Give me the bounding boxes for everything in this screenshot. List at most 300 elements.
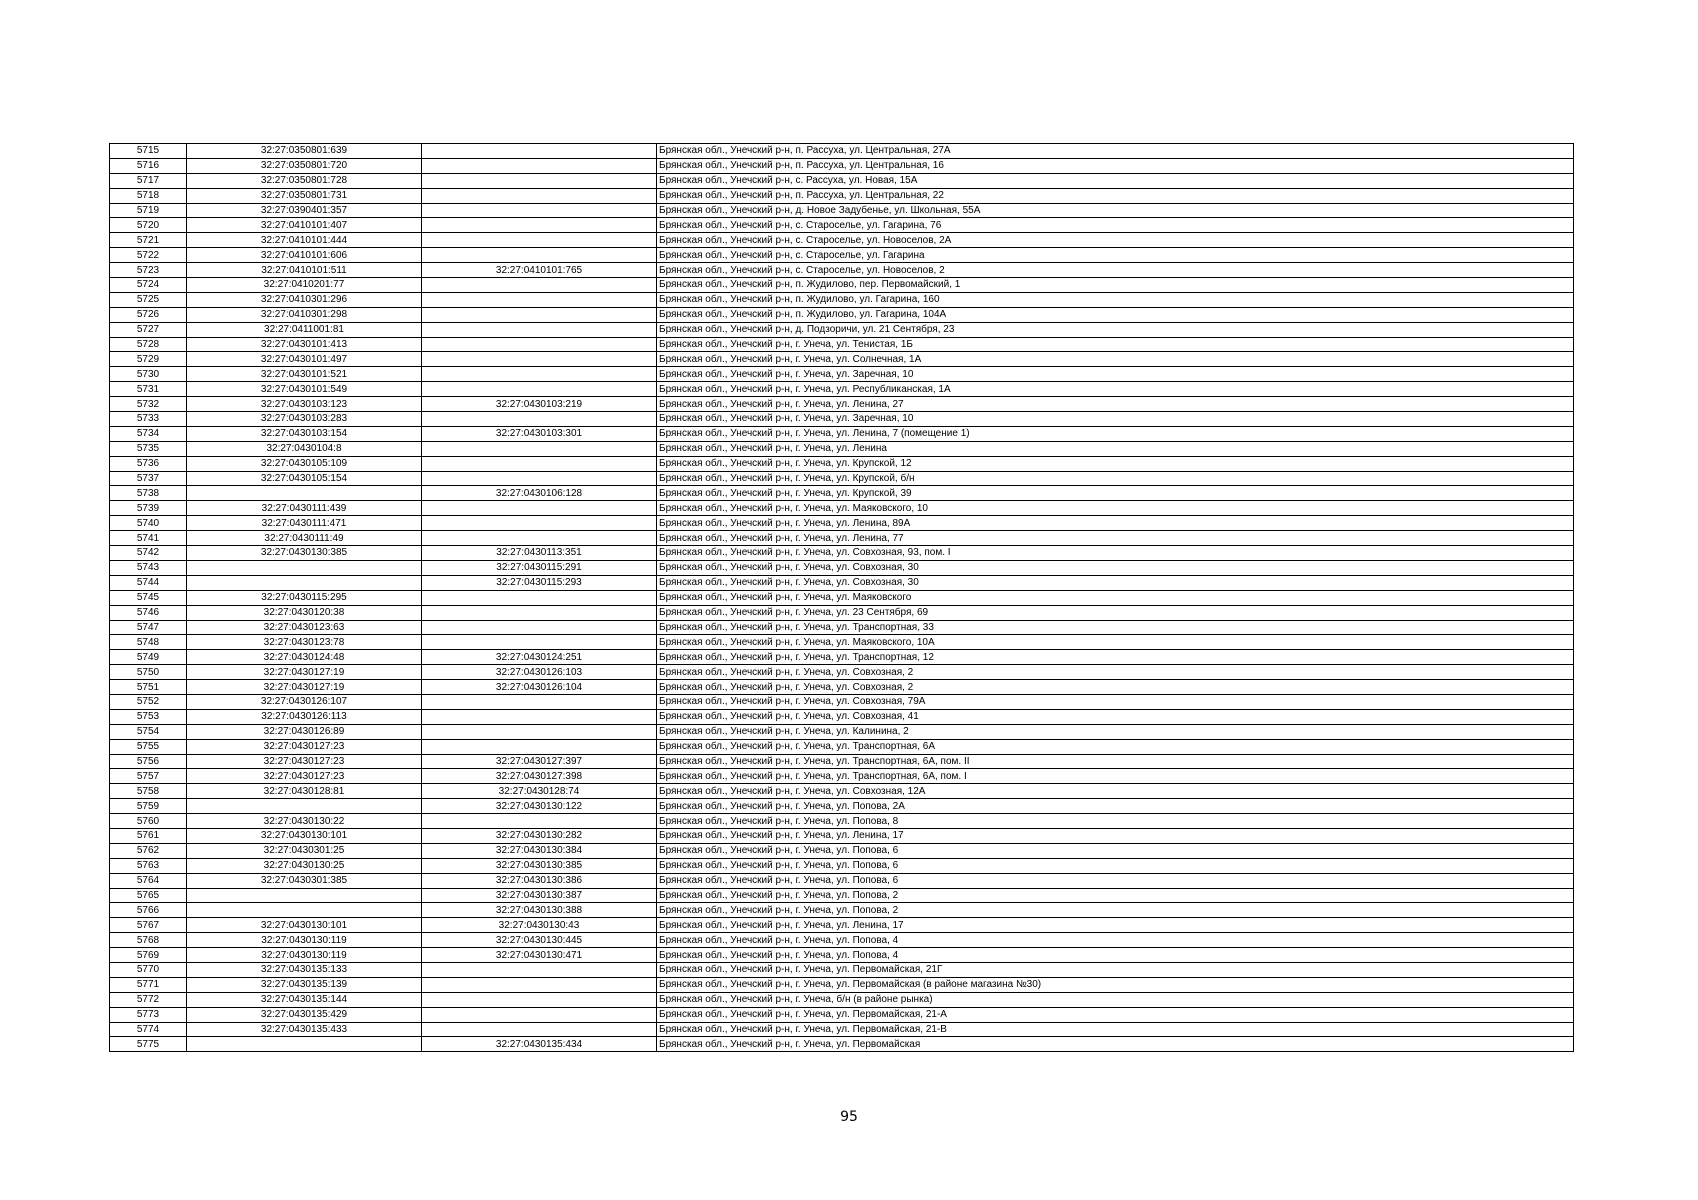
object-cadastral-number-cell: 32:27:0430130:384 [422,843,657,858]
row-number-cell: 5745 [110,590,187,605]
cadastral-number-cell: 32:27:0430135:139 [187,977,422,992]
object-cadastral-number-cell [422,352,657,367]
object-cadastral-number-cell [422,278,657,293]
object-cadastral-number-cell: 32:27:0430115:293 [422,575,657,590]
object-cadastral-number-cell: 32:27:0430130:385 [422,858,657,873]
table-row [110,665,1574,680]
object-cadastral-number-cell [422,382,657,397]
cadastral-number-cell: 32:27:0430111:471 [187,516,422,531]
cadastral-number-cell: 32:27:0430126:89 [187,724,422,739]
row-number-cell: 5741 [110,531,187,546]
table-row [110,843,1574,858]
address-cell: Брянская обл., Унечский р-н, п. Рассуха, ул. Центральная, 27А [657,144,1574,159]
object-cadastral-number-cell [422,144,657,159]
object-cadastral-number-cell: 32:27:0430124:251 [422,650,657,665]
row-number-cell: 5753 [110,709,187,724]
row-number-cell: 5733 [110,412,187,427]
address-cell: Брянская обл., Унечский р-н, г. Унеча, ул. Совхозная, 30 [657,575,1574,590]
table-row [110,560,1574,575]
table-row [110,814,1574,829]
address-cell: Брянская обл., Унечский р-н, г. Унеча, ул. Первомайская [657,1037,1574,1052]
address-cell: Брянская обл., Унечский р-н, п. Рассуха, ул. Центральная, 22 [657,188,1574,203]
object-cadastral-number-cell: 32:27:0430106:128 [422,486,657,501]
row-number-cell: 5766 [110,903,187,918]
cadastral-number-cell: 32:27:0430130:119 [187,948,422,963]
cadastral-number-cell: 32:27:0430301:385 [187,873,422,888]
table-row [110,739,1574,754]
row-number-cell: 5759 [110,799,187,814]
object-cadastral-number-cell [422,471,657,486]
object-cadastral-number-cell [422,694,657,709]
address-cell: Брянская обл., Унечский р-н, с. Рассуха, ул. Новая, 15А [657,173,1574,188]
cadastral-number-cell: 32:27:0430101:413 [187,337,422,352]
table-row [110,724,1574,739]
cadastral-number-cell: 32:27:0430130:101 [187,828,422,843]
object-cadastral-number-cell: 32:27:0430113:351 [422,546,657,561]
address-cell: Брянская обл., Унечский р-н, г. Унеча, ул. Попова, 4 [657,933,1574,948]
address-cell: Брянская обл., Унечский р-н, г. Унеча, ул. Калинина, 2 [657,724,1574,739]
object-cadastral-number-cell [422,188,657,203]
row-number-cell: 5767 [110,918,187,933]
table-row [110,144,1574,159]
object-cadastral-number-cell [422,620,657,635]
table-row [110,278,1574,293]
object-cadastral-number-cell: 32:27:0430126:103 [422,665,657,680]
address-cell: Брянская обл., Унечский р-н, г. Унеча, ул. Ленина, 17 [657,918,1574,933]
cadastral-number-cell: 32:27:0410201:77 [187,278,422,293]
object-cadastral-number-cell [422,203,657,218]
row-number-cell: 5744 [110,575,187,590]
address-cell: Брянская обл., Унечский р-н, г. Унеча, ул. Попова, 2 [657,903,1574,918]
object-cadastral-number-cell [422,307,657,322]
cadastral-number-cell: 32:27:0390401:357 [187,203,422,218]
object-cadastral-number-cell: 32:27:0430130:282 [422,828,657,843]
cadastral-number-cell: 32:27:0430135:429 [187,1007,422,1022]
row-number-cell: 5728 [110,337,187,352]
object-cadastral-number-cell [422,248,657,263]
object-cadastral-number-cell: 32:27:0430103:219 [422,397,657,412]
row-number-cell: 5750 [110,665,187,680]
row-number-cell: 5725 [110,292,187,307]
table-row [110,203,1574,218]
address-cell: Брянская обл., Унечский р-н, с. Староселье, ул. Новоселов, 2А [657,233,1574,248]
address-cell: Брянская обл., Унечский р-н, г. Унеча, ул. Совхозная, 41 [657,709,1574,724]
row-number-cell: 5723 [110,263,187,278]
row-number-cell: 5732 [110,397,187,412]
table-row [110,769,1574,784]
object-cadastral-number-cell: 32:27:0430128:74 [422,784,657,799]
row-number-cell: 5726 [110,307,187,322]
row-number-cell: 5747 [110,620,187,635]
address-cell: Брянская обл., Унечский р-н, г. Унеча, ул. Совхозная, 93, пом. I [657,546,1574,561]
table-row [110,397,1574,412]
table-row [110,694,1574,709]
address-cell: Брянская обл., Унечский р-н, п. Жудилово, пер. Первомайский, 1 [657,278,1574,293]
cadastral-number-cell: 32:27:0430111:49 [187,531,422,546]
cadastral-number-cell: 32:27:0410101:444 [187,233,422,248]
cadastral-number-cell: 32:27:0430103:123 [187,397,422,412]
row-number-cell: 5729 [110,352,187,367]
table-row [110,352,1574,367]
address-cell: Брянская обл., Унечский р-н, п. Жудилово, ул. Гагарина, 160 [657,292,1574,307]
object-cadastral-number-cell [422,322,657,337]
address-cell: Брянская обл., Унечский р-н, г. Унеча, ул. Транспортная, 6А, пом. I [657,769,1574,784]
table-row [110,903,1574,918]
row-number-cell: 5739 [110,501,187,516]
row-number-cell: 5749 [110,650,187,665]
cadastral-number-cell: 32:27:0430127:19 [187,680,422,695]
table-row [110,799,1574,814]
table-row [110,962,1574,977]
object-cadastral-number-cell: 32:27:0410101:765 [422,263,657,278]
object-cadastral-number-cell: 32:27:0430130:43 [422,918,657,933]
row-number-cell: 5734 [110,426,187,441]
table-row [110,188,1574,203]
table-row [110,173,1574,188]
table-row [110,382,1574,397]
table-row [110,680,1574,695]
cadastral-number-cell: 32:27:0411001:81 [187,322,422,337]
row-number-cell: 5762 [110,843,187,858]
object-cadastral-number-cell [422,531,657,546]
address-cell: Брянская обл., Унечский р-н, г. Унеча, ул. Первомайская (в районе магазина №30) [657,977,1574,992]
cadastral-number-cell: 32:27:0350801:720 [187,158,422,173]
row-number-cell: 5756 [110,754,187,769]
table-row [110,456,1574,471]
cadastral-number-cell: 32:27:0430105:109 [187,456,422,471]
address-cell: Брянская обл., Унечский р-н, г. Унеча, ул. Крупской, 12 [657,456,1574,471]
row-number-cell: 5717 [110,173,187,188]
table-row [110,531,1574,546]
table-row [110,992,1574,1007]
object-cadastral-number-cell [422,501,657,516]
page-number: 95 [840,1109,858,1125]
address-cell: Брянская обл., Унечский р-н, г. Унеча, ул. Тенистая, 1Б [657,337,1574,352]
object-cadastral-number-cell: 32:27:0430130:445 [422,933,657,948]
cadastral-number-cell: 32:27:0430123:63 [187,620,422,635]
cadastral-number-cell: 32:27:0430111:439 [187,501,422,516]
address-cell: Брянская обл., Унечский р-н, г. Унеча, ул. Ленина, 17 [657,828,1574,843]
table-row [110,620,1574,635]
cadastral-number-cell: 32:27:0430126:107 [187,694,422,709]
table-row [110,322,1574,337]
cadastral-number-cell: 32:27:0350801:728 [187,173,422,188]
row-number-cell: 5760 [110,814,187,829]
address-cell: Брянская обл., Унечский р-н, г. Унеча, ул. Первомайская, 21Г [657,962,1574,977]
address-cell: Брянская обл., Унечский р-н, г. Унеча, ул. Заречная, 10 [657,412,1574,427]
cadastral-number-cell: 32:27:0430130:22 [187,814,422,829]
address-cell: Брянская обл., Унечский р-н, д. Новое Задубенье, ул. Школьная, 55А [657,203,1574,218]
row-number-cell: 5748 [110,635,187,650]
row-number-cell: 5730 [110,367,187,382]
row-number-cell: 5771 [110,977,187,992]
cadastral-number-cell: 32:27:0430101:521 [187,367,422,382]
address-cell: Брянская обл., Унечский р-н, г. Унеча, ул. Крупской, 39 [657,486,1574,501]
object-cadastral-number-cell [422,233,657,248]
address-cell: Брянская обл., Унечский р-н, г. Унеча, ул. Ленина [657,441,1574,456]
address-cell: Брянская обл., Унечский р-н, г. Унеча, ул. Транспортная, 6А, пом. II [657,754,1574,769]
table-row [110,635,1574,650]
row-number-cell: 5740 [110,516,187,531]
cadastral-number-cell: 32:27:0430115:295 [187,590,422,605]
table-row [110,933,1574,948]
address-cell: Брянская обл., Унечский р-н, г. Унеча, ул. Совхозная, 2 [657,680,1574,695]
address-cell: Брянская обл., Унечский р-н, г. Унеча, ул. Ленина, 89А [657,516,1574,531]
object-cadastral-number-cell [422,441,657,456]
table-row [110,158,1574,173]
table-row [110,1007,1574,1022]
cadastral-number-cell: 32:27:0430126:113 [187,709,422,724]
address-cell: Брянская обл., Унечский р-н, г. Унеча, ул. Ленина, 27 [657,397,1574,412]
object-cadastral-number-cell [422,412,657,427]
address-cell: Брянская обл., Унечский р-н, г. Унеча, ул. Заречная, 10 [657,367,1574,382]
address-cell: Брянская обл., Унечский р-н, г. Унеча, ул. 23 Сентября, 69 [657,605,1574,620]
table-row [110,918,1574,933]
cadastral-number-cell: 32:27:0410101:511 [187,263,422,278]
table-row [110,307,1574,322]
table-row [110,948,1574,963]
cadastral-number-cell: 32:27:0430127:19 [187,665,422,680]
row-number-cell: 5718 [110,188,187,203]
address-cell: Брянская обл., Унечский р-н, г. Унеча, ул. Первомайская, 21-В [657,1022,1574,1037]
object-cadastral-number-cell [422,218,657,233]
cadastral-number-cell [187,486,422,501]
cadastral-number-cell: 32:27:0430123:78 [187,635,422,650]
cadastral-number-cell: 32:27:0410301:298 [187,307,422,322]
address-cell: Брянская обл., Унечский р-н, с. Староселье, ул. Гагарина [657,248,1574,263]
table-row [110,590,1574,605]
object-cadastral-number-cell [422,1007,657,1022]
address-cell: Брянская обл., Унечский р-н, г. Унеча, ул. Ленина, 77 [657,531,1574,546]
address-cell: Брянская обл., Унечский р-н, г. Унеча, б/н (в районе рынка) [657,992,1574,1007]
row-number-cell: 5761 [110,828,187,843]
address-cell: Брянская обл., Унечский р-н, г. Унеча, ул. Попова, 6 [657,873,1574,888]
row-number-cell: 5755 [110,739,187,754]
address-cell: Брянская обл., Унечский р-н, г. Унеча, ул. Маяковского, 10А [657,635,1574,650]
object-cadastral-number-cell [422,605,657,620]
cadastral-number-cell [187,575,422,590]
cadastral-number-cell: 32:27:0350801:639 [187,144,422,159]
table-row [110,233,1574,248]
object-cadastral-number-cell [422,992,657,1007]
table-row [110,441,1574,456]
cadastral-number-cell: 32:27:0430135:433 [187,1022,422,1037]
cadastral-number-cell: 32:27:0430301:25 [187,843,422,858]
address-cell: Брянская обл., Унечский р-н, г. Унеча, ул. Попова, 6 [657,858,1574,873]
row-number-cell: 5757 [110,769,187,784]
address-cell: Брянская обл., Унечский р-н, г. Унеча, ул. Попова, 8 [657,814,1574,829]
address-cell: Брянская обл., Унечский р-н, г. Унеча, ул. Транспортная, 12 [657,650,1574,665]
row-number-cell: 5722 [110,248,187,263]
row-number-cell: 5775 [110,1037,187,1052]
cadastral-number-cell: 32:27:0430127:23 [187,769,422,784]
address-cell: Брянская обл., Унечский р-н, г. Унеча, ул. Попова, 4 [657,948,1574,963]
cadastral-number-cell: 32:27:0430101:549 [187,382,422,397]
row-number-cell: 5751 [110,680,187,695]
table-row [110,888,1574,903]
cadastral-number-cell: 32:27:0430104:8 [187,441,422,456]
row-number-cell: 5742 [110,546,187,561]
table-row [110,575,1574,590]
object-cadastral-number-cell: 32:27:0430130:386 [422,873,657,888]
registry-table-body [110,144,1574,1052]
address-cell: Брянская обл., Унечский р-н, г. Унеча, ул. Солнечная, 1А [657,352,1574,367]
cadastral-number-cell: 32:27:0430105:154 [187,471,422,486]
table-row [110,1022,1574,1037]
address-cell: Брянская обл., Унечский р-н, г. Унеча, ул. Республиканская, 1А [657,382,1574,397]
address-cell: Брянская обл., Унечский р-н, г. Унеча, ул. Первомайская, 21-А [657,1007,1574,1022]
table-row [110,784,1574,799]
row-number-cell: 5770 [110,962,187,977]
registry-table [109,143,1574,1052]
object-cadastral-number-cell: 32:27:0430127:397 [422,754,657,769]
row-number-cell: 5746 [110,605,187,620]
row-number-cell: 5772 [110,992,187,1007]
row-number-cell: 5719 [110,203,187,218]
object-cadastral-number-cell [422,337,657,352]
object-cadastral-number-cell [422,724,657,739]
object-cadastral-number-cell: 32:27:0430103:301 [422,426,657,441]
row-number-cell: 5721 [110,233,187,248]
row-number-cell: 5720 [110,218,187,233]
table-row [110,858,1574,873]
cadastral-number-cell: 32:27:0430135:133 [187,962,422,977]
row-number-cell: 5769 [110,948,187,963]
object-cadastral-number-cell: 32:27:0430135:434 [422,1037,657,1052]
row-number-cell: 5736 [110,456,187,471]
object-cadastral-number-cell [422,173,657,188]
cadastral-number-cell [187,1037,422,1052]
table-row [110,828,1574,843]
cadastral-number-cell: 32:27:0430130:119 [187,933,422,948]
cadastral-number-cell: 32:27:0430103:283 [187,412,422,427]
table-row [110,367,1574,382]
table-row [110,1037,1574,1052]
row-number-cell: 5737 [110,471,187,486]
table-row [110,486,1574,501]
cadastral-number-cell: 32:27:0430103:154 [187,426,422,441]
cadastral-number-cell: 32:27:0430120:38 [187,605,422,620]
object-cadastral-number-cell [422,516,657,531]
address-cell: Брянская обл., Унечский р-н, п. Жудилово, ул. Гагарина, 104А [657,307,1574,322]
row-number-cell: 5758 [110,784,187,799]
object-cadastral-number-cell [422,814,657,829]
object-cadastral-number-cell: 32:27:0430126:104 [422,680,657,695]
row-number-cell: 5735 [110,441,187,456]
row-number-cell: 5727 [110,322,187,337]
table-row [110,873,1574,888]
cadastral-number-cell: 32:27:0430130:101 [187,918,422,933]
address-cell: Брянская обл., Унечский р-н, г. Унеча, ул. Транспортная, 33 [657,620,1574,635]
table-row [110,516,1574,531]
address-cell: Брянская обл., Унечский р-н, г. Унеча, ул. Совхозная, 79А [657,694,1574,709]
address-cell: Брянская обл., Унечский р-н, п. Рассуха, ул. Центральная, 16 [657,158,1574,173]
table-row [110,471,1574,486]
address-cell: Брянская обл., Унечский р-н, г. Унеча, ул. Ленина, 7 (помещение 1) [657,426,1574,441]
table-row [110,248,1574,263]
address-cell: Брянская обл., Унечский р-н, г. Унеча, ул. Попова, 2 [657,888,1574,903]
address-cell: Брянская обл., Унечский р-н, г. Унеча, ул. Крупской, б/н [657,471,1574,486]
address-cell: Брянская обл., Унечский р-н, г. Унеча, ул. Совхозная, 30 [657,560,1574,575]
cadastral-number-cell: 32:27:0410301:296 [187,292,422,307]
address-cell: Брянская обл., Унечский р-н, г. Унеча, ул. Маяковского, 10 [657,501,1574,516]
cadastral-number-cell: 32:27:0430127:23 [187,739,422,754]
cadastral-number-cell [187,799,422,814]
cadastral-number-cell: 32:27:0430135:144 [187,992,422,1007]
row-number-cell: 5715 [110,144,187,159]
table-row [110,650,1574,665]
object-cadastral-number-cell: 32:27:0430130:388 [422,903,657,918]
object-cadastral-number-cell [422,456,657,471]
address-cell: Брянская обл., Унечский р-н, г. Унеча, ул. Маяковского [657,590,1574,605]
table-row [110,501,1574,516]
address-cell: Брянская обл., Унечский р-н, г. Унеча, ул. Совхозная, 12А [657,784,1574,799]
address-cell: Брянская обл., Унечский р-н, д. Подзоричи, ул. 21 Сентября, 23 [657,322,1574,337]
object-cadastral-number-cell: 32:27:0430130:387 [422,888,657,903]
address-cell: Брянская обл., Унечский р-н, г. Унеча, ул. Попова, 2А [657,799,1574,814]
cadastral-number-cell: 32:27:0430128:81 [187,784,422,799]
object-cadastral-number-cell: 32:27:0430130:122 [422,799,657,814]
row-number-cell: 5752 [110,694,187,709]
cadastral-number-cell: 32:27:0430130:25 [187,858,422,873]
object-cadastral-number-cell [422,590,657,605]
cadastral-number-cell: 32:27:0410101:407 [187,218,422,233]
table-row [110,605,1574,620]
table-row [110,546,1574,561]
cadastral-number-cell [187,560,422,575]
table-row [110,263,1574,278]
object-cadastral-number-cell [422,962,657,977]
row-number-cell: 5765 [110,888,187,903]
object-cadastral-number-cell [422,158,657,173]
table-row [110,218,1574,233]
cadastral-number-cell: 32:27:0430127:23 [187,754,422,769]
cadastral-number-cell: 32:27:0350801:731 [187,188,422,203]
cadastral-number-cell [187,903,422,918]
row-number-cell: 5764 [110,873,187,888]
object-cadastral-number-cell [422,367,657,382]
row-number-cell: 5773 [110,1007,187,1022]
table-row [110,426,1574,441]
table-row [110,292,1574,307]
table-row [110,337,1574,352]
object-cadastral-number-cell [422,977,657,992]
object-cadastral-number-cell [422,739,657,754]
object-cadastral-number-cell [422,1022,657,1037]
row-number-cell: 5763 [110,858,187,873]
object-cadastral-number-cell: 32:27:0430127:398 [422,769,657,784]
object-cadastral-number-cell: 32:27:0430130:471 [422,948,657,963]
row-number-cell: 5754 [110,724,187,739]
table-row [110,412,1574,427]
row-number-cell: 5743 [110,560,187,575]
object-cadastral-number-cell [422,709,657,724]
row-number-cell: 5724 [110,278,187,293]
row-number-cell: 5774 [110,1022,187,1037]
cadastral-number-cell: 32:27:0410101:606 [187,248,422,263]
table-row [110,977,1574,992]
object-cadastral-number-cell [422,635,657,650]
object-cadastral-number-cell [422,292,657,307]
row-number-cell: 5716 [110,158,187,173]
address-cell: Брянская обл., Унечский р-н, с. Староселье, ул. Гагарина, 76 [657,218,1574,233]
table-row [110,709,1574,724]
row-number-cell: 5731 [110,382,187,397]
row-number-cell: 5738 [110,486,187,501]
row-number-cell: 5768 [110,933,187,948]
address-cell: Брянская обл., Унечский р-н, г. Унеча, ул. Попова, 6 [657,843,1574,858]
address-cell: Брянская обл., Унечский р-н, с. Староселье, ул. Новоселов, 2 [657,263,1574,278]
